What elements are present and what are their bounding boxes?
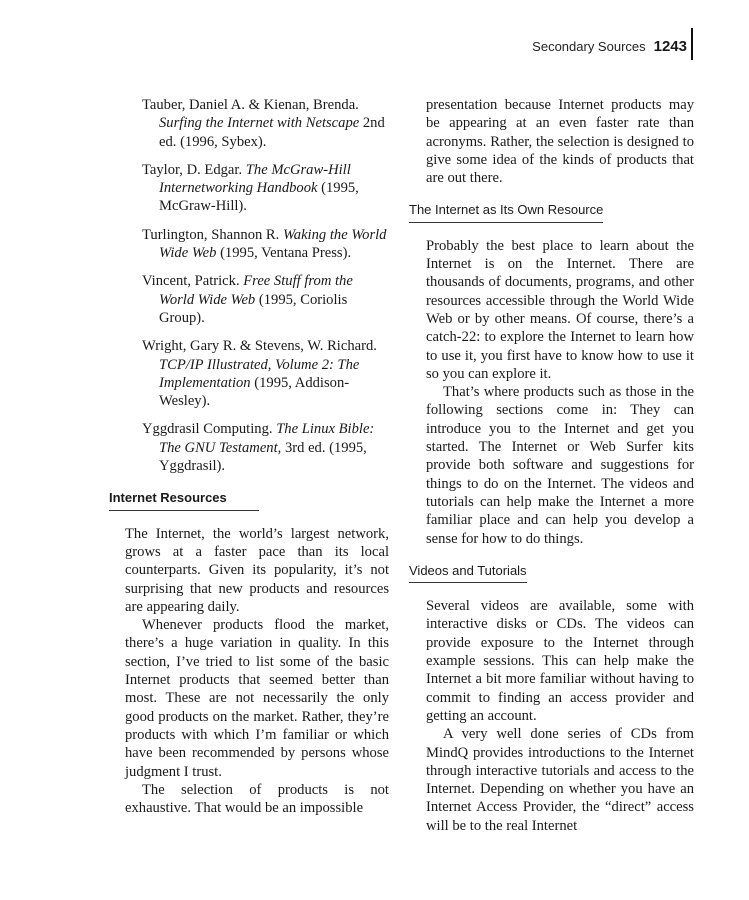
right-column bbox=[409, 96, 694, 835]
reference-item: Tauber, Daniel A. & Kienan, Brenda. Surfing the Internet with Netscape 2nd ed. (1996, Sybex). bbox=[142, 97, 385, 150]
page-number: 1243 bbox=[653, 37, 687, 55]
reference-item: Vincent, Patrick. Free Stuff from the World Wide Web (1995, Coriolis Group). bbox=[142, 273, 353, 326]
reference-item: Turlington, Shannon R. Waking the World Wide Web (1995, Ventana Press). bbox=[142, 226, 387, 262]
reference-title: The McGraw-Hill Internetworking Handbook bbox=[159, 161, 351, 197]
body-paragraph: The selection of products is not exhaustive. That would be an impossible bbox=[125, 781, 389, 817]
reference-title: Waking the World Wide Web bbox=[159, 226, 387, 262]
running-header-section: Secondary Sources bbox=[532, 38, 646, 54]
reference-title: Surfing the Internet with Netscape bbox=[159, 115, 360, 132]
section-heading-videos: Videos and Tutorials bbox=[409, 562, 527, 583]
reference-title: Free Stuff from the World Wide Web bbox=[159, 273, 353, 308]
header-rule bbox=[691, 28, 693, 60]
reference-item: Yggdrasil Computing. The Linux Bible: The GNU Testament, 3rd ed. (1995, Yggdrasil). bbox=[142, 421, 375, 475]
body-paragraph: The Internet, the world’s largest network, grows at a faster pace than its local counterparts. Given its popularity, it’s not surprising that new products and resources are appearing daily. bbox=[125, 525, 389, 615]
body-paragraph: Whenever products flood the market, there’s a huge variation in quality. In this section, I’ve tried to list some of the basic Internet products that seemed better than most. These are not necessarily the only good products on the market. Rather, they’re products with which I’m familiar or which have been recommended by persons whose judgment I trust. bbox=[125, 617, 389, 780]
reference-item: Wright, Gary R. & Stevens, W. Richard. TCP/IP Illustrated, Volume 2: The Implementation (1995, Addison-Wesley). bbox=[142, 338, 377, 410]
section-heading-own-resource: The Internet as Its Own Resource bbox=[409, 201, 603, 222]
reference-title: The Linux Bible: The GNU Testament, bbox=[159, 421, 375, 456]
body-paragraph: Probably the best place to learn about the Internet is on the Internet. There are thousands of documents, programs, and other resources accessible through the World Wide Web or by other means. Of course, there’s a catch-22: to explore the Internet to learn how to use it, you first have to know how to use it so you can explore it. bbox=[426, 237, 694, 382]
body-paragraph: That’s where products such as those in the following sections come in: They can introduce you to the Internet and get you started. The Internet or Web Surfer kits provide both software and suggestions for things to do on the Internet. The videos and tutorials can help make the Internet a more familiar place and can help you develop a sense for how to do things. bbox=[426, 384, 694, 547]
reference-item: Taylor, D. Edgar. The McGraw-Hill Internetworking Handbook (1995, McGraw-Hill). bbox=[142, 161, 359, 215]
running-header bbox=[532, 36, 691, 56]
section-heading-internet-resources: Internet Resources bbox=[109, 489, 259, 510]
reference-list bbox=[109, 96, 389, 817]
reference-title: TCP/IP Illustrated, Volume 2: The Implementation bbox=[159, 356, 360, 391]
body-paragraph: A very well done series of CDs from MindQ provides introductions to the Internet through interactive tutorials and access to the Internet. Depending on whether you have an Internet Access Provider, the “direct” access will be to the real Internet bbox=[426, 726, 694, 834]
left-column bbox=[109, 96, 389, 817]
body-paragraph: Several videos are available, some with interactive disks or CDs. The videos can provide exposure to the Internet through example sessions. This can help make the Internet a bit more familiar without having to commit to finding an access provider and getting an account. bbox=[426, 598, 694, 724]
body-paragraph-continuation: presentation because Internet products may be appearing at an even faster rate than acronyms. Rather, the selection is designed to give some idea of the kinds of products that are out there. bbox=[426, 97, 694, 187]
